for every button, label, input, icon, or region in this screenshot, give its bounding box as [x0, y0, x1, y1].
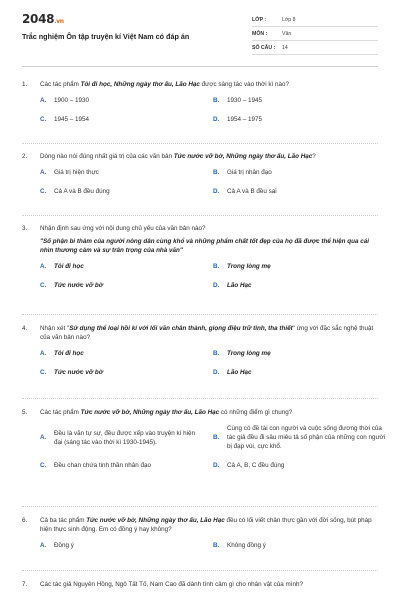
question-text	[22, 580, 378, 589]
option-d[interactable]	[213, 368, 386, 377]
question-4	[22, 324, 378, 377]
option-letter: A.	[40, 169, 47, 176]
question-divider	[22, 314, 378, 315]
option-letter: A.	[40, 542, 47, 549]
option-letter: B.	[213, 434, 220, 441]
logo-suffix: .vn	[54, 18, 64, 25]
question-divider	[22, 398, 378, 399]
option-b[interactable]	[213, 262, 386, 271]
question-number: 2.	[22, 153, 28, 160]
meta-value: Lớp 8	[282, 16, 296, 23]
question-emphasis: Tức nước vỡ bờ, Những ngày thơ ấu, Lão Hạc	[80, 409, 220, 416]
option-letter: B.	[213, 350, 220, 357]
question-number: 7.	[22, 581, 28, 588]
question-part: " ứng với đặc sắc nghệ thuật của văn bản nào?	[40, 325, 374, 341]
option-text: Cả A, B, C đều đúng	[227, 462, 285, 469]
option-letter: A.	[40, 97, 47, 104]
option-letter: C.	[40, 188, 47, 195]
option-c[interactable]	[40, 368, 213, 377]
question-text	[22, 408, 378, 417]
meta-table	[252, 13, 378, 55]
question-text	[22, 80, 378, 89]
question-text	[22, 324, 378, 342]
option-a[interactable]	[40, 349, 213, 358]
option-a[interactable]	[40, 429, 213, 447]
option-text: Lão Hạc	[227, 369, 252, 376]
option-c[interactable]	[40, 115, 213, 124]
question-6	[22, 516, 378, 550]
option-text: Cả A và B đều sai	[227, 188, 277, 195]
question-1	[22, 80, 378, 124]
option-letter: C.	[40, 282, 47, 289]
option-letter: D.	[213, 282, 220, 289]
question-part: Các tác phẩm	[40, 81, 81, 88]
question-divider	[22, 215, 378, 216]
question-number: 3.	[22, 225, 28, 232]
option-a[interactable]	[40, 262, 213, 271]
meta-row-count	[252, 41, 378, 55]
question-part: có những điểm gì chung?	[219, 409, 293, 416]
page-title: Trắc nghiệm Ôn tập truyện kí Việt Nam có đáp án	[22, 32, 190, 41]
question-5	[22, 408, 386, 470]
question-number: 6.	[22, 517, 28, 524]
question-divider	[22, 570, 378, 571]
option-a[interactable]	[40, 541, 213, 550]
option-letter: C.	[40, 116, 47, 123]
option-letter: A.	[40, 263, 47, 270]
option-text: 1900 – 1930	[54, 97, 90, 104]
option-letter: D.	[213, 116, 220, 123]
question-2	[22, 152, 378, 196]
option-text: Tức nước vỡ bờ	[54, 369, 103, 376]
question-number: 5.	[22, 409, 28, 416]
options	[40, 96, 378, 124]
option-text: Lão Hạc	[227, 282, 252, 289]
option-letter: D.	[213, 462, 220, 469]
option-text: Không đồng ý	[227, 542, 266, 549]
question-emphasis: Tức nước vỡ bờ, Những ngày thơ ấu, Lão Hạc	[86, 517, 225, 524]
option-text: Đồng ý	[54, 542, 74, 549]
option-letter: A.	[40, 434, 47, 441]
option-text: Trong lòng mẹ	[227, 350, 271, 357]
options	[40, 262, 378, 290]
option-text: 1930 – 1945	[227, 97, 263, 104]
question-7	[22, 580, 378, 589]
option-letter: B.	[213, 169, 220, 176]
question-text	[22, 516, 378, 534]
option-letter: D.	[213, 369, 220, 376]
quoted-statement: "Số phận bi thảm của người nông dân cùng khổ và những phẩm chất tốt đẹp của họ đã được thể hiện qua cái nhìn thương cảm và sự trân trọng của nhà văn"	[40, 238, 369, 254]
option-d[interactable]	[213, 461, 386, 470]
option-c[interactable]	[40, 187, 213, 196]
options	[40, 168, 378, 196]
option-b[interactable]	[213, 424, 386, 451]
document-header	[0, 0, 400, 62]
question-emphasis: Tức nước vỡ bờ, Những ngày thơ ấu, Lão Hạc	[173, 153, 313, 160]
option-letter: B.	[213, 97, 220, 104]
option-text: Giá trị hiện thực	[54, 169, 99, 176]
option-d[interactable]	[213, 281, 386, 290]
question-number: 1.	[22, 81, 28, 88]
question-number: 4.	[22, 325, 28, 332]
question-part: được sáng tác vào thời kì nào?	[199, 81, 290, 88]
meta-key: SỐ CÂU :	[252, 44, 276, 51]
option-c[interactable]	[40, 281, 213, 290]
option-d[interactable]	[213, 115, 386, 124]
meta-key: MÔN :	[252, 30, 268, 37]
option-d[interactable]	[213, 187, 386, 196]
meta-key: LỚP :	[252, 16, 267, 23]
option-text: Cùng có đề tài con người và cuộc sống đương thời của tác giả đều đi sâu miêu tả số phận của những con người bị đạp vùi, cực khổ.	[227, 425, 386, 450]
option-letter: B.	[213, 263, 220, 270]
logo-main: 2048	[22, 12, 55, 26]
question-part: đều có lối viết chân thực gần với đời sống, bút pháp hiện thực sinh động. Em có đồng ý hay không?	[40, 517, 372, 533]
question-part: Các tác giả Nguyên Hồng, Ngô Tất Tố, Nam Cao đã dành tình cảm gì cho nhân vật của mình?	[40, 581, 303, 588]
option-text: Đều chan chứa tinh thần nhân đạo	[54, 462, 151, 469]
header-divider	[22, 66, 378, 67]
option-text: 1954 – 1975	[227, 116, 263, 123]
question-3	[22, 224, 378, 290]
options	[40, 541, 378, 550]
question-part: Các tác phẩm	[40, 409, 81, 416]
question-divider	[22, 506, 378, 507]
option-b[interactable]	[213, 349, 386, 358]
meta-row-class	[252, 13, 378, 27]
option-text: Trong lòng mẹ	[227, 263, 271, 270]
option-text: Đều là văn tự sự, đều được xếp vào truyện kí hiện đại (sáng tác vào thời kì 1930-1945).	[54, 429, 196, 446]
question-emphasis: Sử dụng thể loại hồi kí với lối văn chân thành, giọng điệu trữ tình, tha thiết	[69, 325, 293, 332]
option-letter: D.	[213, 188, 220, 195]
question-text	[22, 152, 378, 161]
option-b[interactable]	[213, 168, 386, 177]
question-emphasis: Tôi đi học, Những ngày thơ ấu, Lão Hạc	[80, 81, 200, 88]
option-a[interactable]	[40, 168, 213, 177]
option-letter: B.	[213, 542, 220, 549]
option-text: Tôi đi học	[54, 350, 84, 357]
question-part: Nhận xét "	[40, 325, 70, 332]
option-text: 1945 – 1954	[54, 116, 90, 123]
option-a[interactable]	[40, 96, 213, 105]
meta-row-subject	[252, 27, 378, 41]
option-b[interactable]	[213, 541, 386, 550]
option-text: Giá trị nhân đạo	[227, 169, 272, 176]
option-c[interactable]	[40, 461, 213, 470]
option-letter: C.	[40, 462, 47, 469]
option-b[interactable]	[213, 96, 386, 105]
question-part: Dòng nào nói đúng nhất giá trị của các văn bản	[40, 153, 174, 160]
options	[40, 349, 378, 377]
meta-value: 14	[282, 44, 288, 51]
option-text: Tôi đi học	[54, 263, 84, 270]
option-text: Tức nước vỡ bờ	[54, 282, 103, 289]
meta-value: Văn	[282, 30, 292, 37]
option-text: Cả A và B đều đúng	[54, 188, 110, 195]
options	[40, 424, 386, 470]
option-letter: C.	[40, 369, 47, 376]
question-part: Nhận định sau ứng với nội dung chủ yếu của văn bản nào?	[40, 225, 206, 232]
question-divider	[22, 143, 378, 144]
question-part: ?	[312, 153, 316, 160]
question-text	[22, 224, 378, 233]
option-letter: A.	[40, 350, 47, 357]
site-logo[interactable]	[22, 12, 64, 26]
question-part: Cả ba tác phẩm	[40, 517, 87, 524]
